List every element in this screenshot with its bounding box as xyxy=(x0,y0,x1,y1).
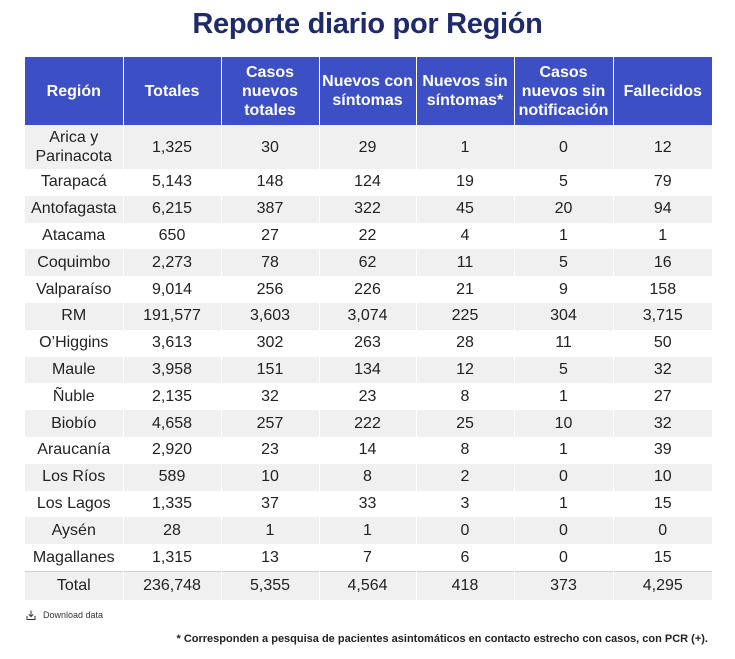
value-cell: 5 xyxy=(514,169,613,196)
total-label-cell: Total xyxy=(25,571,123,600)
region-name-cell: Magallanes xyxy=(25,544,123,571)
value-cell: 1,325 xyxy=(123,125,221,169)
region-name-cell: Arica y Parinacota xyxy=(25,125,123,169)
value-cell: 15 xyxy=(613,544,712,571)
value-cell: 1 xyxy=(416,125,514,169)
value-cell: 78 xyxy=(221,249,319,276)
table-row xyxy=(25,303,712,330)
value-cell: 1 xyxy=(514,223,613,250)
value-cell: 5 xyxy=(514,357,613,384)
region-name-cell: Coquimbo xyxy=(25,249,123,276)
region-name-cell: Antofagasta xyxy=(25,196,123,223)
total-value-cell: 4,295 xyxy=(613,571,712,600)
value-cell: 23 xyxy=(221,437,319,464)
region-name-cell: Ñuble xyxy=(25,383,123,410)
value-cell: 22 xyxy=(319,223,416,250)
value-cell: 387 xyxy=(221,196,319,223)
value-cell: 6 xyxy=(416,544,514,571)
value-cell: 1 xyxy=(319,517,416,544)
region-name-cell: Tarapacá xyxy=(25,169,123,196)
table-row xyxy=(25,223,712,250)
table-row xyxy=(25,410,712,437)
value-cell: 62 xyxy=(319,249,416,276)
value-cell: 32 xyxy=(221,383,319,410)
value-cell: 19 xyxy=(416,169,514,196)
value-cell: 4,658 xyxy=(123,410,221,437)
value-cell: 9,014 xyxy=(123,276,221,303)
total-value-cell: 418 xyxy=(416,571,514,600)
total-value-cell: 373 xyxy=(514,571,613,600)
value-cell: 10 xyxy=(221,464,319,491)
value-cell: 9 xyxy=(514,276,613,303)
header-row xyxy=(25,57,712,125)
value-cell: 3,958 xyxy=(123,357,221,384)
value-cell: 0 xyxy=(514,544,613,571)
column-header: Totales xyxy=(123,57,221,125)
value-cell: 5,143 xyxy=(123,169,221,196)
value-cell: 226 xyxy=(319,276,416,303)
download-data-link[interactable] xyxy=(25,609,103,621)
value-cell: 1 xyxy=(221,517,319,544)
value-cell: 1,315 xyxy=(123,544,221,571)
table-row xyxy=(25,464,712,491)
table-row xyxy=(25,491,712,518)
value-cell: 2,920 xyxy=(123,437,221,464)
value-cell: 4 xyxy=(416,223,514,250)
column-header: Casos nuevos sin notificación xyxy=(514,57,613,125)
value-cell: 29 xyxy=(319,125,416,169)
value-cell: 0 xyxy=(416,517,514,544)
value-cell: 10 xyxy=(613,464,712,491)
download-icon xyxy=(25,609,37,621)
value-cell: 2 xyxy=(416,464,514,491)
region-report-table xyxy=(25,57,712,600)
value-cell: 2,273 xyxy=(123,249,221,276)
region-name-cell: O’Higgins xyxy=(25,330,123,357)
value-cell: 3,603 xyxy=(221,303,319,330)
value-cell: 8 xyxy=(416,383,514,410)
region-name-cell: Valparaíso xyxy=(25,276,123,303)
value-cell: 20 xyxy=(514,196,613,223)
value-cell: 1 xyxy=(514,383,613,410)
value-cell: 650 xyxy=(123,223,221,250)
value-cell: 32 xyxy=(613,410,712,437)
value-cell: 0 xyxy=(613,517,712,544)
value-cell: 225 xyxy=(416,303,514,330)
value-cell: 3,613 xyxy=(123,330,221,357)
value-cell: 134 xyxy=(319,357,416,384)
region-name-cell: RM xyxy=(25,303,123,330)
value-cell: 148 xyxy=(221,169,319,196)
region-name-cell: Atacama xyxy=(25,223,123,250)
table-row xyxy=(25,383,712,410)
value-cell: 28 xyxy=(416,330,514,357)
table-row xyxy=(25,357,712,384)
value-cell: 257 xyxy=(221,410,319,437)
value-cell: 158 xyxy=(613,276,712,303)
value-cell: 10 xyxy=(514,410,613,437)
value-cell: 222 xyxy=(319,410,416,437)
table-row xyxy=(25,249,712,276)
value-cell: 124 xyxy=(319,169,416,196)
region-name-cell: Los Ríos xyxy=(25,464,123,491)
value-cell: 25 xyxy=(416,410,514,437)
value-cell: 11 xyxy=(416,249,514,276)
value-cell: 3 xyxy=(416,491,514,518)
value-cell: 151 xyxy=(221,357,319,384)
value-cell: 45 xyxy=(416,196,514,223)
value-cell: 2,135 xyxy=(123,383,221,410)
value-cell: 32 xyxy=(613,357,712,384)
table-row xyxy=(25,517,712,544)
value-cell: 27 xyxy=(613,383,712,410)
value-cell: 94 xyxy=(613,196,712,223)
value-cell: 28 xyxy=(123,517,221,544)
value-cell: 14 xyxy=(319,437,416,464)
total-value-cell: 236,748 xyxy=(123,571,221,600)
column-header: Casos nuevos totales xyxy=(221,57,319,125)
column-header: Nuevos sin síntomas* xyxy=(416,57,514,125)
value-cell: 8 xyxy=(319,464,416,491)
value-cell: 302 xyxy=(221,330,319,357)
value-cell: 39 xyxy=(613,437,712,464)
value-cell: 16 xyxy=(613,249,712,276)
region-name-cell: Maule xyxy=(25,357,123,384)
value-cell: 30 xyxy=(221,125,319,169)
total-value-cell: 4,564 xyxy=(319,571,416,600)
value-cell: 12 xyxy=(416,357,514,384)
value-cell: 6,215 xyxy=(123,196,221,223)
value-cell: 11 xyxy=(514,330,613,357)
value-cell: 1 xyxy=(514,437,613,464)
table-row xyxy=(25,330,712,357)
table-row xyxy=(25,276,712,303)
column-header: Nuevos con síntomas xyxy=(319,57,416,125)
value-cell: 37 xyxy=(221,491,319,518)
value-cell: 191,577 xyxy=(123,303,221,330)
region-name-cell: Biobío xyxy=(25,410,123,437)
value-cell: 23 xyxy=(319,383,416,410)
region-name-cell: Araucanía xyxy=(25,437,123,464)
value-cell: 1 xyxy=(514,491,613,518)
table-row xyxy=(25,125,712,169)
value-cell: 0 xyxy=(514,464,613,491)
value-cell: 50 xyxy=(613,330,712,357)
value-cell: 263 xyxy=(319,330,416,357)
value-cell: 7 xyxy=(319,544,416,571)
value-cell: 13 xyxy=(221,544,319,571)
value-cell: 12 xyxy=(613,125,712,169)
value-cell: 0 xyxy=(514,517,613,544)
value-cell: 5 xyxy=(514,249,613,276)
region-name-cell: Los Lagos xyxy=(25,491,123,518)
value-cell: 21 xyxy=(416,276,514,303)
table-row xyxy=(25,196,712,223)
total-row xyxy=(25,571,712,600)
value-cell: 322 xyxy=(319,196,416,223)
value-cell: 15 xyxy=(613,491,712,518)
column-header: Región xyxy=(25,57,123,125)
value-cell: 8 xyxy=(416,437,514,464)
total-value-cell: 5,355 xyxy=(221,571,319,600)
value-cell: 0 xyxy=(514,125,613,169)
value-cell: 79 xyxy=(613,169,712,196)
download-label: Download data xyxy=(43,610,104,620)
page-title: Reporte diario por Región xyxy=(192,8,543,40)
value-cell: 3,715 xyxy=(613,303,712,330)
value-cell: 33 xyxy=(319,491,416,518)
value-cell: 27 xyxy=(221,223,319,250)
value-cell: 3,074 xyxy=(319,303,416,330)
footnote: * Corresponden a pesquisa de pacientes asintomáticos en contacto estrecho con casos, con PCR (+). xyxy=(176,633,708,645)
table-row xyxy=(25,544,712,571)
table-row xyxy=(25,437,712,464)
region-name-cell: Aysén xyxy=(25,517,123,544)
table-row xyxy=(25,169,712,196)
value-cell: 589 xyxy=(123,464,221,491)
value-cell: 1 xyxy=(613,223,712,250)
value-cell: 304 xyxy=(514,303,613,330)
value-cell: 256 xyxy=(221,276,319,303)
value-cell: 1,335 xyxy=(123,491,221,518)
column-header: Fallecidos xyxy=(613,57,712,125)
